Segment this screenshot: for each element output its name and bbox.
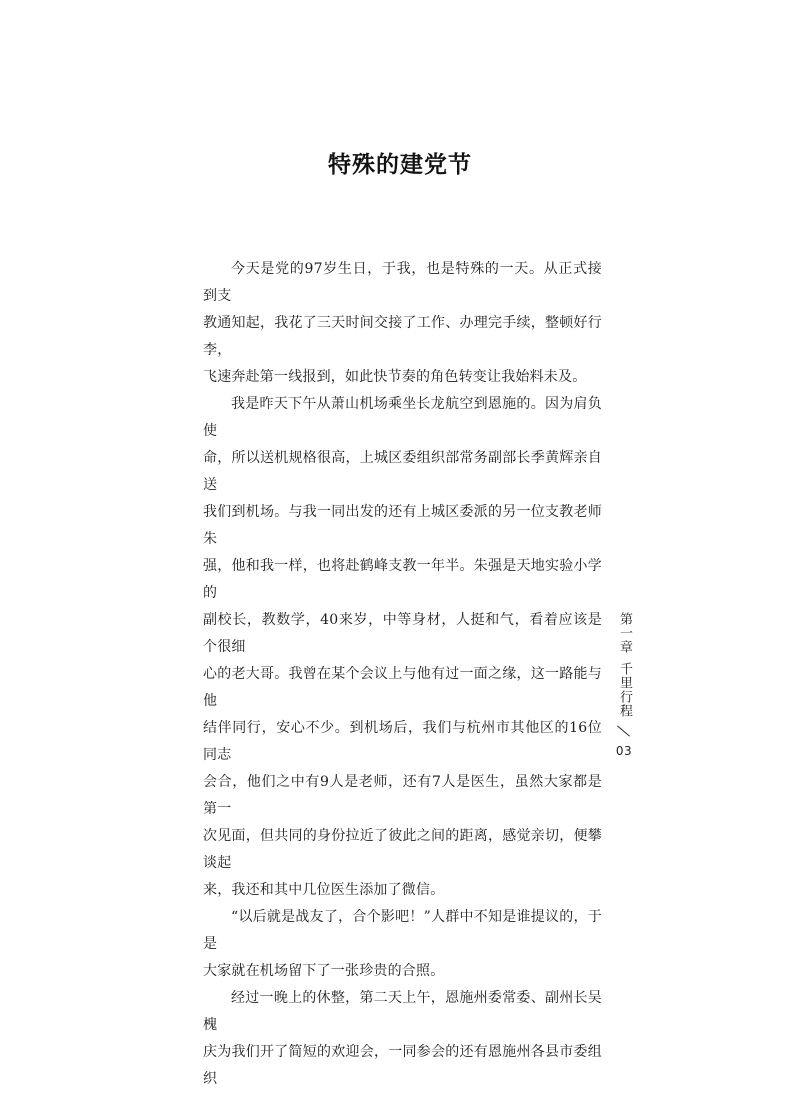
running-header-chapter: 第一章 — [617, 612, 632, 654]
text-line: “以后就是战友了，合个影吧！”人群中不知是谁提议的，于是 — [203, 909, 602, 952]
paragraph-1 — [203, 256, 602, 391]
chapter-title: 特殊的建党节 — [328, 152, 472, 178]
text-line: 大家就在机场留下了一张珍贵的合照。 — [203, 963, 445, 979]
text-line: 副校长，教数学，40来岁，中等身材，人挺和气，看着应该是个很细 — [203, 612, 602, 655]
text-line: 我是昨天下午从萧山机场乘坐长龙航空到恩施的。因为肩负使 — [203, 396, 602, 439]
text-line: 庆为我们开了简短的欢迎会，一同参会的还有恩施州各县市委组织 — [203, 1044, 602, 1087]
text-line: 飞速奔赴第一线报到，如此快节奏的角色转变让我始料未及。 — [203, 369, 587, 385]
page-number: 03 — [615, 744, 633, 758]
paragraph-2 — [203, 391, 602, 904]
running-header-title: 千里行程 — [617, 662, 632, 718]
text-line: 结伴同行，安心不少。到机场后，我们与杭州市其他区的16位同志 — [203, 720, 602, 763]
text-line: 我们到机场。与我一同出发的还有上城区委派的另一位支教老师朱 — [203, 504, 602, 547]
running-header — [614, 612, 634, 758]
text-line: 命，所以送机规格很高，上城区委组织部常务副部长季黄辉亲自送 — [203, 450, 602, 493]
text-line: 心的老大哥。我曾在某个会议上与他有过一面之缘，这一路能与他 — [203, 666, 602, 709]
text-line: 来，我还和其中几位医生添加了微信。 — [203, 882, 445, 898]
text-line: 经过一晚上的休整，第二天上午，恩施州委常委、副州长吴槐 — [203, 990, 602, 1033]
text-line: 今天是党的97岁生日，于我，也是特殊的一天。从正式接到支 — [203, 261, 602, 304]
text-line: 次见面，但共同的身份拉近了彼此之间的距离，感觉亲切，便攀谈起 — [203, 828, 602, 871]
text-line: 会合，他们之中有9人是老师，还有7人是医生，虽然大家都是第一 — [203, 774, 602, 817]
paragraph-3 — [203, 904, 602, 985]
text-line: 强，他和我一样，也将赴鹤峰支教一年半。朱强是天地实验小学的 — [203, 558, 602, 601]
body-text — [203, 256, 602, 1093]
paragraph-4 — [203, 985, 602, 1093]
text-line: 教通知起，我花了三天时间交接了工作、办理完手续，整顿好行李， — [203, 315, 602, 358]
slash-divider-icon — [617, 724, 631, 738]
